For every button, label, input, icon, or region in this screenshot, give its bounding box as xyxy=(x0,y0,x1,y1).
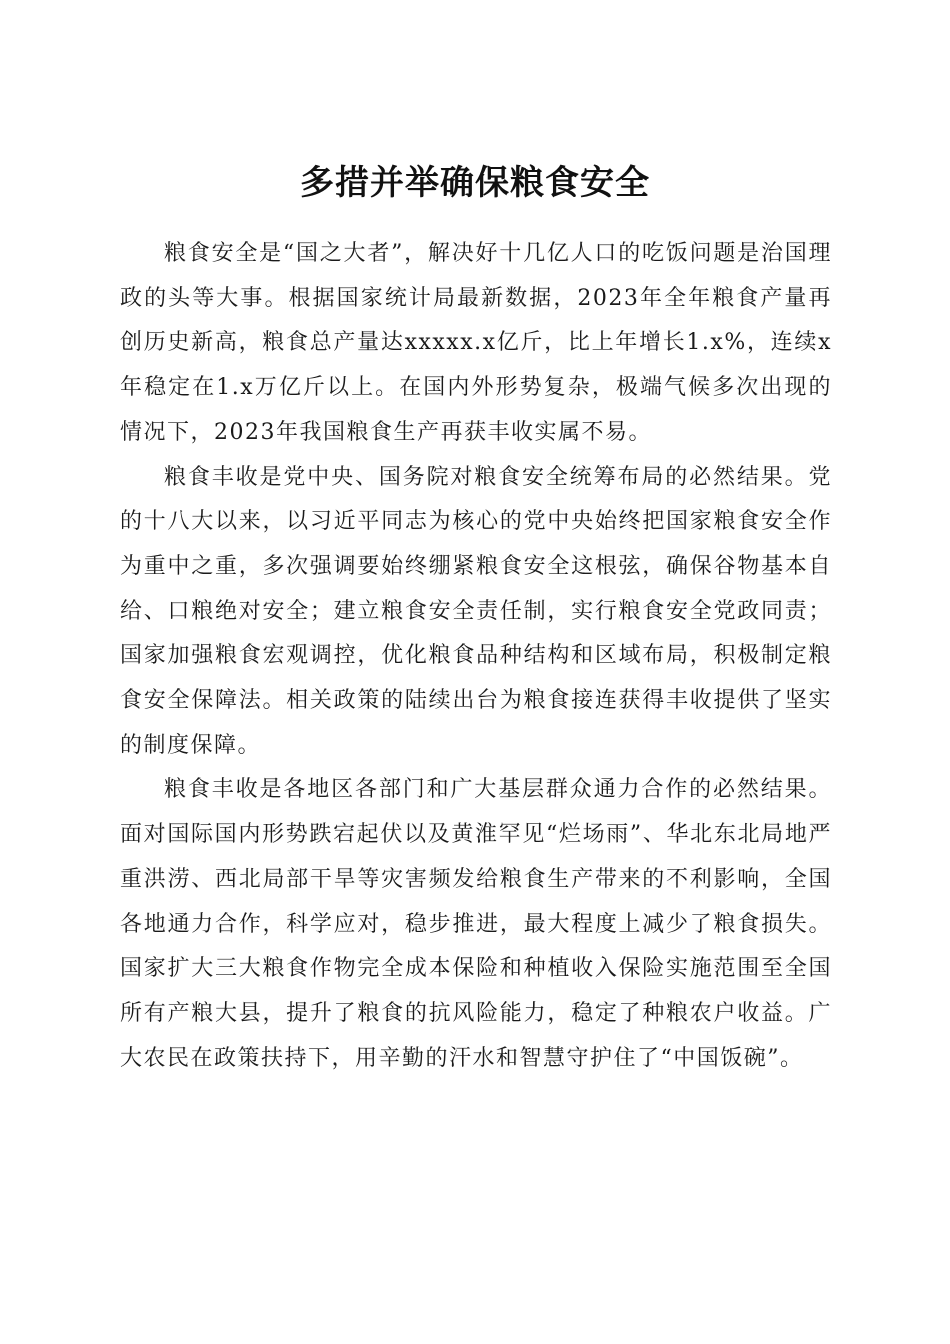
document-title: 多措并举确保粮食安全 xyxy=(300,162,650,203)
paragraph-2: 粮食丰收是党中央、国务院对粮食安全统筹布局的必然结果。党的十八大以来，以习近平同志为核心的党中央始终把国家粮食安全作为重中之重，多次强调要始终绷紧粮食安全这根弦，确保谷物基本自给、口粮绝对安全；建立粮食安全责任制，实行粮食安全党政同责；国家加强粮食宏观调控，优化粮食品种结构和区域布局，积极制定粮食安全保障法。相关政策的陆续出台为粮食接连获得丰收提供了坚实的制度保障。 xyxy=(120,464,832,758)
document-body xyxy=(120,232,832,1081)
paragraph-3: 粮食丰收是各地区各部门和广大基层群众通力合作的必然结果。面对国际国内形势跌宕起伏以及黄淮罕见“烂场雨”、华北东北局地严重洪涝、西北局部干旱等灾害频发给粮食生产带来的不利影响，全国各地通力合作，科学应对，稳步推进，最大程度上减少了粮食损失。国家扩大三大粮食作物完全成本保险和种植收入保险实施范围至全国所有产粮大县，提升了粮食的抗风险能力，稳定了种粮农户收益。广大农民在政策扶持下，用辛勤的汗水和智慧守护住了“中国饭碗”。 xyxy=(120,777,832,1071)
paragraph-1: 粮食安全是“国之大者”，解决好十几亿人口的吃饭问题是治国理政的头等大事。根据国家统计局最新数据，2023年全年粮食产量再创历史新高，粮食总产量达xxxxx.x亿斤，比上年增长1.x%，连续x年稳定在1.x万亿斤以上。在国内外形势复杂，极端气候多次出现的情况下，2023年我国粮食生产再获丰收实属不易。 xyxy=(120,241,832,445)
